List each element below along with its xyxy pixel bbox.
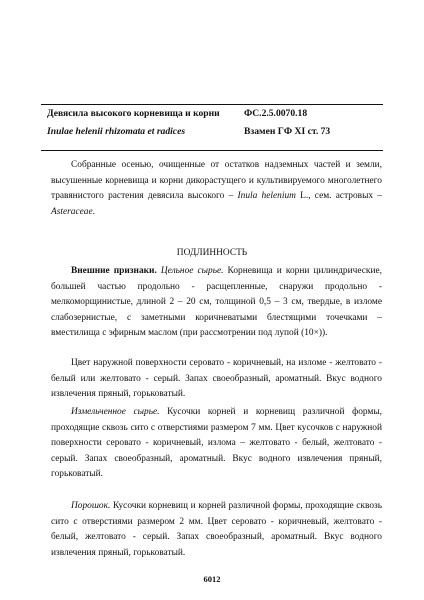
powder-label: Порошок. (71, 501, 111, 511)
powder-paragraph: Порошок. Кусочки корневищ и корней различной формы, проходящие сквозь сито с отверстиями размером 2 мм. Цвет серовато - коричневый, желтовато - белый, желтовато - серый. Запах своеобразный, ароматный. Вкус водного извлечения пряный, горьковатый. (51, 501, 382, 558)
replaces-note: Взамен ГФ XI ст. 73 (244, 126, 331, 137)
whole-raw-label: Цельное сырье. (160, 266, 224, 276)
monograph-title-ru: Девясила высокого корневища и корни (47, 108, 220, 119)
color-paragraph: Цвет наружной поверхности серовато - коричневый, на изломе - желтовато - белый или желтовато - серый. Запах своеобразный, ароматный. Вкус водного извлечения пряный, горьковатый. (51, 358, 382, 400)
external-signs-label: Внешние признаки. (71, 266, 157, 276)
crushed-paragraph: Измельченное сырье. Кусочки корней и корневищ различной формы, проходящие сквозь сито с отверстиями размером 7 мм. Цвет кусочков с наружной поверхности серовато - коричневый, излома – желтовато - белый, желтовато - серый. Запах своеобразный, ароматный. Вкус водного извлечения пряный, горьковатый. (51, 407, 382, 480)
header-bottom-rule (41, 150, 383, 151)
species-name: Inula helenium (237, 191, 296, 202)
page-number: 6012 (203, 574, 221, 584)
header-top-rule (41, 104, 383, 105)
monograph-code: ФС.2.5.0070.18 (244, 108, 308, 119)
intro-paragraph: Собранные осенью, очищенные от остатков надземных частей и земли, высушенные корневища и корни дикорастущего и культивируемого многолетнего травянистого растения девясила высокого – Inula helenium L., сем. астровых – Asteraceae. (51, 160, 382, 217)
crushed-label: Измельченное сырье. (71, 407, 160, 417)
section-title: ПОДЛИННОСТЬ (176, 248, 248, 258)
monograph-title-la: Inulae helenii rhizomata et radices (47, 126, 186, 137)
external-signs-paragraph: Внешние признаки. Цельное сырье. Корневища и корни цилиндрические, большей частью продольно - расщепленные, снаружи продольно - мелкоморщинистые, длиной 2 – 20 см, толщиной 0,5 – 3 см, твердые, в изломе слабозернистые, с заметными коричневатыми блестящими точечками – вместилища с эфирным маслом (при рассмотрении под лупой (10×)). (51, 266, 382, 339)
family-name: Asteraceae (51, 206, 93, 217)
